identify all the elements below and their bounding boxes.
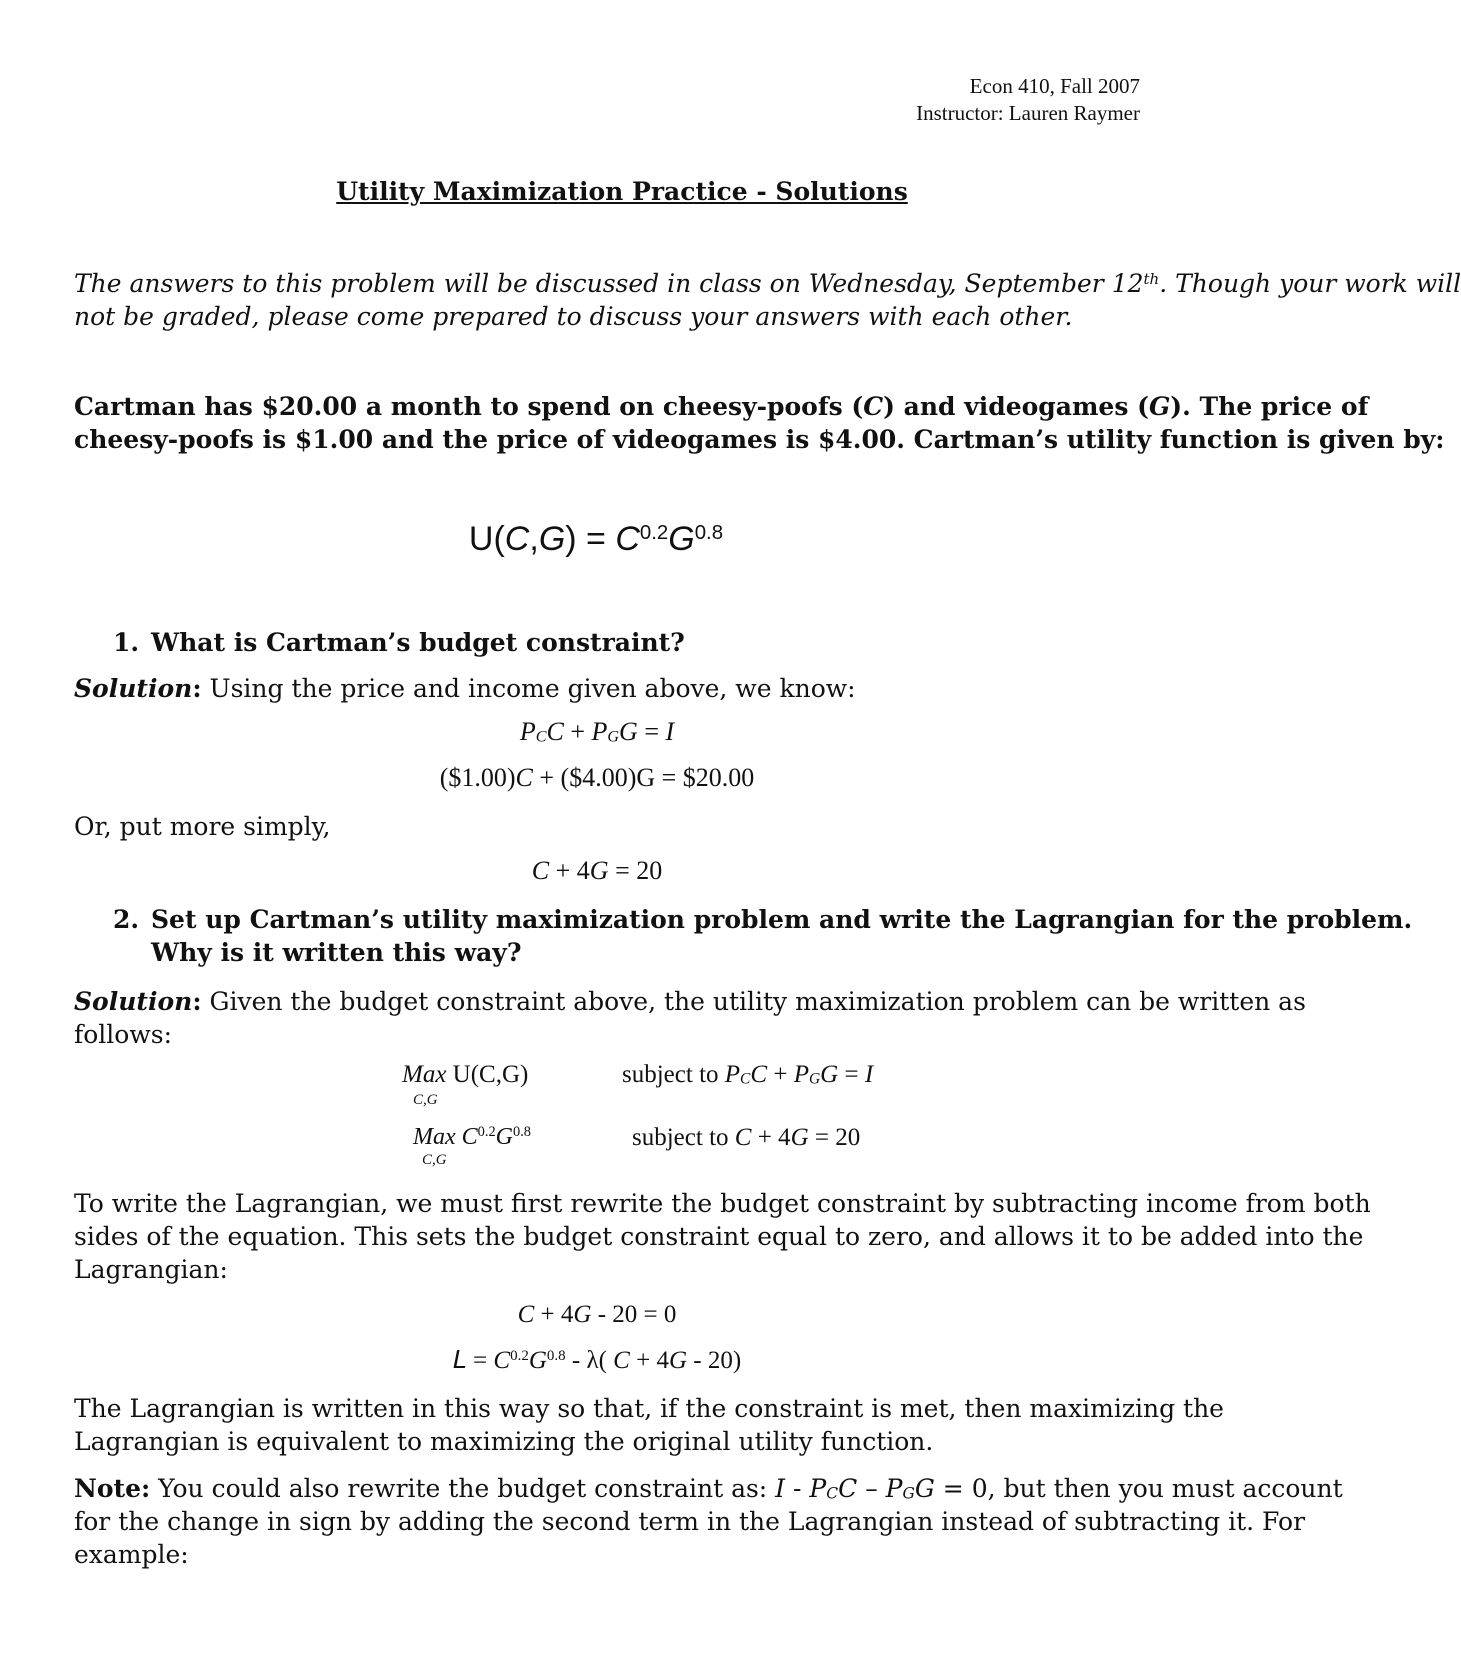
question-2-line-1: Set up Cartman’s utility maximization problem and write the Lagrangian for the problem. <box>151 905 1413 934</box>
problem-line-1: Cartman has $20.00 a month to spend on cheesy-poofs (C) and videogames (G). The price of <box>74 392 1369 421</box>
page-title: Utility Maximization Practice - Solutions <box>336 177 908 206</box>
budget-equation-simple: C + 4G = 20 <box>531 856 663 885</box>
solution-2-line-2: follows: <box>74 1020 172 1049</box>
problem-line-2: cheesy-poofs is $1.00 and the price of videogames is $4.00. Cartman’s utility function is given by: <box>74 425 1445 454</box>
note-line-1: Note: You could also rewrite the budget constraint as: $I - P_CC - P_GG = 0$, but then you must account <box>74 1474 1343 1503</box>
intro-line-1: The answers to this problem will be discussed in class on Wednesday, September 12th. Though your work will <box>74 269 1461 298</box>
max-problem-specific-subscript: C,G <box>422 1152 447 1168</box>
budget-equation-numeric: ($1.00)C + ($4.00)G = $20.00 <box>439 763 755 792</box>
note-line-2: for the change in sign by adding the second term in the Lagrangian instead of subtracting it. For <box>74 1507 1306 1536</box>
solution-1-intro: Solution: Using the price and income given above, we know: <box>74 674 856 703</box>
paragraph-1-line-1: To write the Lagrangian, we must first rewrite the budget constraint by subtracting income from both <box>74 1189 1371 1218</box>
max-problem-general: Max U(C,G) <box>402 1061 529 1088</box>
lagrangian-equation: $L = C^{0.2}G^{0.8} - \lambda$( C + 4G - 20) <box>452 1345 742 1374</box>
constraint-specific: subject to C + 4G = 20 <box>632 1124 861 1151</box>
max-problem-general-subscript: C,G <box>413 1092 438 1108</box>
solution-2-line-1: Solution: Given the budget constraint above, the utility maximization problem can be written as <box>74 987 1306 1016</box>
intro-line-2: not be graded, please come prepared to discuss your answers with each other. <box>74 302 1073 331</box>
utility-function: $U(C,G) = C^{0.2}G^{0.8}$ <box>468 520 724 558</box>
max-problem-specific: Max $C^{0.2}G^{0.8}$ <box>413 1124 532 1150</box>
question-1-number: 1. <box>113 628 140 657</box>
question-1-text: What is Cartman’s budget constraint? <box>151 628 685 657</box>
paragraph-2-line-1: The Lagrangian is written in this way so that, if the constraint is met, then maximizing the <box>74 1394 1224 1423</box>
instructor-header: Instructor: Lauren Raymer <box>916 101 1140 125</box>
paragraph-1-line-2: sides of the equation. This sets the budget constraint equal to zero, and allows it to be added into the <box>74 1222 1364 1251</box>
paragraph-1-line-3: Lagrangian: <box>74 1255 228 1284</box>
constraint-rewritten: C + 4G - 20 = 0 <box>517 1301 677 1328</box>
paragraph-2-line-2: Lagrangian is equivalent to maximizing the original utility function. <box>74 1427 934 1456</box>
budget-equation-general: $P_CC + P_GG = I$ <box>519 717 675 746</box>
question-2-number: 2. <box>113 905 140 934</box>
note-line-3: example: <box>74 1540 189 1569</box>
simply-text: Or, put more simply, <box>74 812 331 841</box>
course-header: Econ 410, Fall 2007 <box>969 74 1140 98</box>
question-2-line-2: Why is it written this way? <box>151 938 522 967</box>
constraint-general: subject to $P_CC + P_GG = I$ <box>622 1061 874 1088</box>
